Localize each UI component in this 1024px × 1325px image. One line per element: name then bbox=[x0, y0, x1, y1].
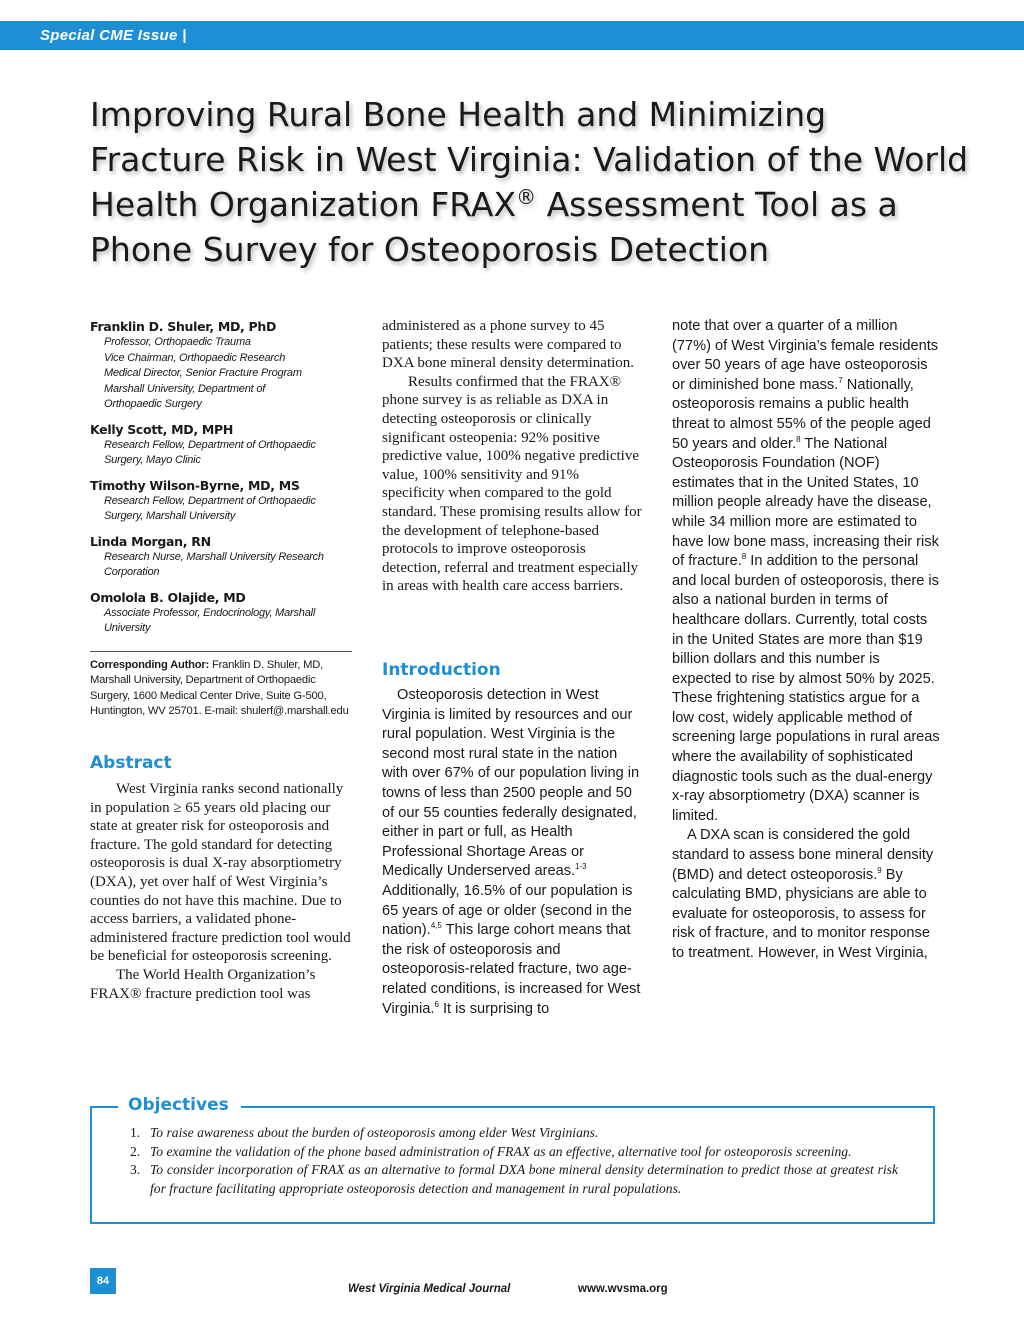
author-block bbox=[90, 318, 352, 413]
issue-banner-label: Special CME Issue | bbox=[40, 27, 187, 44]
author-name: Franklin D. Shuler, MD, PhD bbox=[90, 319, 277, 334]
reference-marker: 8 bbox=[741, 552, 747, 562]
affiliation-line: Research Nurse, Marshall University Research bbox=[104, 550, 324, 563]
affiliation-line: Orthopaedic Surgery bbox=[104, 398, 202, 410]
reference-marker: 9 bbox=[877, 865, 882, 875]
abstract-continued bbox=[382, 317, 644, 596]
author-name: Omolola B. Olajide, MD bbox=[90, 589, 246, 605]
reference-marker: 4,5 bbox=[430, 921, 442, 931]
objectives-heading: Objectives bbox=[118, 1095, 241, 1115]
author-block bbox=[90, 421, 352, 469]
author-affiliation bbox=[90, 550, 352, 581]
author-name: Kelly Scott, MD, MPH bbox=[90, 421, 234, 437]
introduction-paragraph: note that over a quarter of a million (77%) of West Virginia’s female residents over 50 years of age have osteoporosis or diminished bone mass.$^7$ Nationally, osteoporosis remains a public health threat to almost 55% of the people aged 50 years and older.$^8$ The National Osteoporosis Foundation (NOF) estimates that in the United States, 10 million people already have the disease, while 34 million more are estimated to have low bone mass, increasing their risk of fracture.$^8$ In addition to the personal and local burden of osteoporosis, there is also a national burden in terms of healthcare dollars. Currently, total costs in the United States are more than $19 billion dollars and this number is expected to rise by almost 50% by 2025. These frightening statistics argue for a low cost, widely applicable method of screening large populations in rural areas where the availability of sophisticated diagnostic tools such as the dual-energy x-ray absorptiometry (DXA) scanner is limited. bbox=[672, 318, 940, 824]
affiliation-line: Surgery, Marshall University bbox=[104, 510, 236, 522]
introduction-paragraph: A DXA scan is considered the gold standard to assess bone mineral density (BMD) and detect osteoporosis.$^9$ By calculating BMD, physicians are able to evaluate for osteoporosis, to assess for risk of fracture, and to monitor response to treatment. However, in West Virginia, bbox=[672, 827, 934, 961]
objective-item: 1. To raise awareness about the burden of osteoporosis among elder West Virginians. bbox=[130, 1125, 599, 1140]
journal-website: www.wvsma.org bbox=[578, 1283, 668, 1295]
reference-marker: 6 bbox=[434, 999, 439, 1009]
affiliation-line: University bbox=[104, 622, 151, 634]
objective-item: 2. To examine the validation of the phone based administration of FRAX as an effective, alternative tool for osteoporosis screening. bbox=[130, 1143, 852, 1159]
reference-marker: 8 bbox=[796, 434, 801, 444]
journal-name: West Virginia Medical Journal bbox=[348, 1283, 511, 1295]
title-text-1: Improving Rural Bone Health and Minimizing Fracture Risk in West Virginia: Validation of the World Health Organization FRAX bbox=[90, 95, 969, 224]
abstract-heading: Abstract bbox=[90, 753, 172, 773]
author-affiliation bbox=[90, 606, 352, 637]
introduction-paragraph: Osteoporosis detection in West Virginia is limited by resources and our rural population. West Virginia is the second most rural state in the nation with over 67% of our population living in towns of less than 2500 people and 50 of our 55 counties federally designated, either in part or full, as Health Professional Shortage Areas or Medically Underserved areas.$^{1-3}$ Additionally, 16.5% of our population is 65 years of age or older (second in the nation).$^{4,5}$ This large cohort means that the risk of osteoporosis and osteoporosis-related fracture, two age-related conditions, is increased for West Virginia.$^6$ It is surprising to bbox=[382, 687, 641, 1017]
reference-marker: 1-3 bbox=[575, 862, 587, 872]
corresponding-label: Corresponding Author: bbox=[90, 658, 210, 671]
author-block bbox=[90, 477, 352, 525]
introduction-heading: Introduction bbox=[382, 660, 501, 680]
title-text-2: Assessment Tool as a Phone Survey for Osteoporosis Detection bbox=[90, 185, 898, 269]
registered-mark: ® bbox=[516, 185, 537, 209]
corresponding-author bbox=[90, 651, 352, 720]
abstract-paragraph: The World Health Organization’s FRAX® fracture prediction tool was bbox=[90, 966, 316, 1002]
author-block bbox=[90, 589, 352, 637]
affiliation-line: Marshall University, Department of bbox=[104, 382, 266, 395]
affiliation-line: Surgery, Mayo Clinic bbox=[104, 454, 201, 466]
author-affiliation bbox=[90, 335, 352, 413]
affiliation-line: Professor, Orthopaedic Trauma bbox=[104, 336, 251, 348]
article-title bbox=[90, 92, 970, 272]
affiliation-line: Medical Director, Senior Fracture Program bbox=[104, 367, 302, 379]
author-affiliation bbox=[90, 494, 352, 525]
abstract-paragraph: West Virginia ranks second nationally in population ≥ 65 years old placing our state at greater risk for osteoporosis and fracture. The gold standard for detecting osteoporosis is dual X-ray absorptiometry (DXA), yet over half of West Virginia’s counties do not have this machine. Due to access barriers, a validated phone-administered fracture prediction tool would be beneficial for osteoporosis screening. bbox=[90, 781, 351, 965]
author-name: Linda Morgan, RN bbox=[90, 533, 211, 549]
affiliation-line: Vice Chairman, Orthopaedic Research bbox=[104, 351, 286, 364]
page-number: 84 bbox=[90, 1268, 116, 1294]
affiliation-line: Research Fellow, Department of Orthopaedic bbox=[104, 438, 316, 451]
abstract-body bbox=[90, 780, 352, 1003]
author-affiliation bbox=[90, 438, 352, 469]
author-name: Timothy Wilson-Byrne, MD, MS bbox=[90, 477, 300, 493]
author-block bbox=[90, 533, 352, 581]
author-column bbox=[90, 318, 352, 720]
affiliation-line: Corporation bbox=[104, 566, 160, 578]
introduction-body bbox=[382, 686, 644, 1019]
abstract-paragraph: administered as a phone survey to 45 patients; these results were compared to DXA bone mineral density determination. bbox=[382, 318, 635, 372]
reference-marker: 7 bbox=[838, 375, 843, 385]
objective-item: 3. To consider incorporation of FRAX as an alternative to formal DXA bone mineral density determination to predict those at greatest risk for fracture facilitating appropriate osteoporosis detection and management in rural populations. bbox=[130, 1162, 898, 1196]
affiliation-line: Associate Professor, Endocrinology, Marshall bbox=[104, 606, 316, 619]
abstract-paragraph: Results confirmed that the FRAX® phone survey is as reliable as DXA in detecting osteoporosis or clinically significant osteopenia: 92% positive predictive value, 100% negative predictive value, 100% sensitivity and 91% specificity when compared to the gold standard. These promising results allow for the development of telephone-based protocols to improve osteoporosis detection, referral and treatment especially in areas with health care access barriers. bbox=[382, 373, 642, 595]
affiliation-line: Research Fellow, Department of Orthopaedic bbox=[104, 494, 316, 507]
issue-banner bbox=[0, 21, 1024, 50]
objectives-list bbox=[108, 1124, 898, 1198]
corresponding-text: Franklin D. Shuler, MD, Marshall University, Department of Orthopaedic Surgery, 1600 Medical Center Drive, Suite G-500, Huntington, WV 25701. E-mail: shulerf@.marshall.edu bbox=[90, 658, 349, 718]
introduction-continued bbox=[672, 317, 940, 964]
